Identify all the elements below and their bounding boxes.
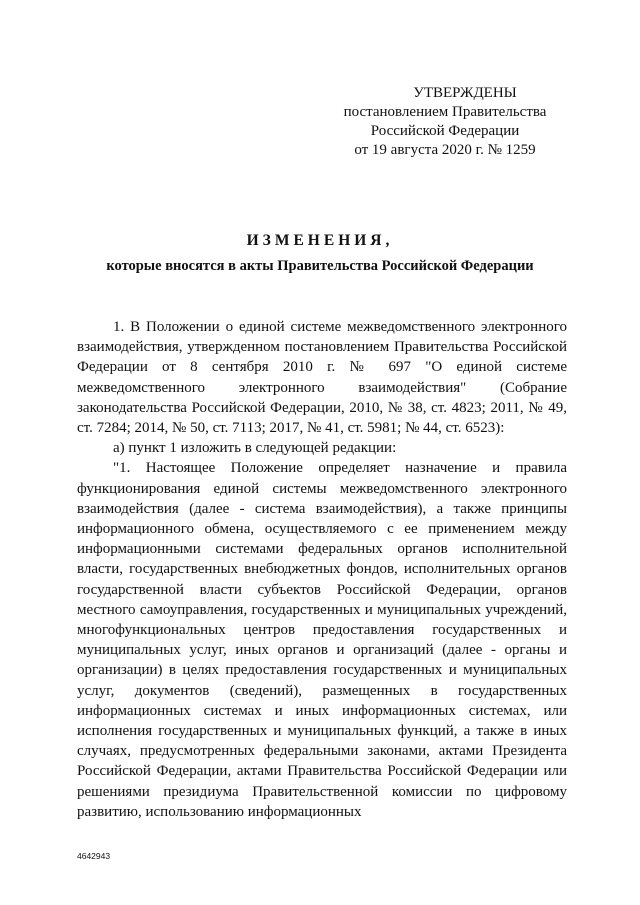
approval-block <box>330 84 560 160</box>
paragraph-1: 1. В Положении о единой системе межведомственного электронного взаимодействия, утвержденном постановлением Правительства Российской Федерации от 8 сентября 2010 г. № 697 "О единой системе межведомственного электронного взаимодействия" (Собрание законодательства Российской Федерации, 2010, № 38, ст. 4823; 2011, № 49, ст. 7284; 2014, № 50, ст. 7113; 2017, № 41, ст. 5981; № 44, ст. 6523): <box>77 319 567 437</box>
approval-line-1: постановлением Правительства <box>343 104 547 120</box>
document-title: ИЗМЕНЕНИЯ, <box>246 232 394 249</box>
paragraph-3: "1. Настоящее Положение определяет назначение и правила функционирования единой системы межведомственного электронного взаимодействия (далее - система взаимодействия), а также принципы информационного обмена, осуществляемого с ее применением между информационными системами федеральных органов исполнительной власти, государственных внебюджетных фондов, исполнительных органов государственной власти субъектов Российской Федерации, органов местного самоуправления, государственных и муниципальных учреждений, многофункциональных центров предоставления государственных и муниципальных услуг, иных органов и организаций (далее - органы и организации) в целях предоставления государственных и муниципальных услуг, документов (сведений), размещенных в государственных информационных системах и иных информационных системах, или исполнения государственных и муниципальных функций, а также в иных случаях, предусмотренных федеральными законами, актами Президента Российской Федерации, актами Правительства Российской Федерации или решениями президиума Правительственной комиссии по цифровому развитию, использованию информационных <box>77 460 567 820</box>
document-body <box>77 317 567 822</box>
approval-heading: УТВЕРЖДЕНЫ <box>413 85 517 101</box>
document-subtitle: которые вносятся в акты Правительства Российской Федерации <box>106 258 534 274</box>
document-code: 4642943 <box>77 851 111 861</box>
approval-line-2: Российской Федерации <box>370 123 520 139</box>
paragraph-2: а) пункт 1 изложить в следующей редакции: <box>113 440 397 457</box>
approval-line-3: от 19 августа 2020 г. № 1259 <box>354 142 536 158</box>
